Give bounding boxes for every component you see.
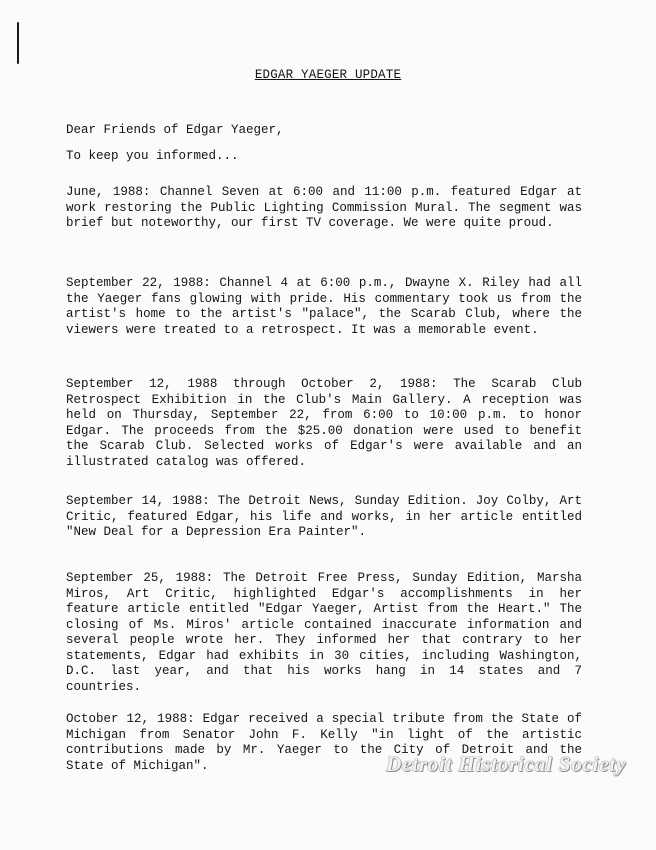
margin-mark: [17, 22, 19, 64]
watermark-logo: Detroit Historical Society: [385, 752, 626, 776]
intro-line: To keep you informed...: [66, 149, 239, 163]
entry-detroit-news: September 14, 1988: The Detroit News, Sunday Edition. Joy Colby, Art Critic, featured Edgar, his life and works, in her article entitled "New Deal for a Depression Era Painter".: [66, 494, 582, 539]
entry-free-press: September 25, 1988: The Detroit Free Press, Sunday Edition, Marsha Miros, Art Critic, highlighted Edgar's accomplishments in her feature article entitled "Edgar Yaeger, Artist from the Heart." The closing of Ms. Miros' article contained inaccurate information and several people wrote her. They informed her that contrary to her statements, Edgar had exhibits in 30 cities, including Washington, D.C. last year, and that his works hang in 14 states and 7 countries.: [66, 571, 582, 694]
document-title: EDGAR YAEGER UPDATE: [254, 68, 402, 82]
entry-scarab-exhibition: September 12, 1988 through October 2, 1988: The Scarab Club Retrospect Exhibition in the Club's Main Gallery. A reception was held on Thursday, September 22, from 6:00 to 10:00 p.m. to honor Edgar. The proceeds from the $25.00 donation were used to benefit the Scarab Club. Selected works of Edgar's were available and an illustrated catalog was offered.: [66, 377, 582, 469]
entry-sept-22-1988: September 22, 1988: Channel 4 at 6:00 p.m., Dwayne X. Riley had all the Yaeger fans glowing with pride. His commentary took us from the artist's home to the artist's "palace", the Scarab Club, where the viewers were treated to a retrospect. It was a memorable event.: [66, 276, 582, 337]
entry-june-1988: June, 1988: Channel Seven at 6:00 and 11:00 p.m. featured Edgar at work restoring the Public Lighting Commission Mural. The segment was brief but noteworthy, our first TV coverage. We were quite proud.: [66, 185, 582, 230]
entry-state-tribute: October 12, 1988: Edgar received a special tribute from the State of Michigan from Senator John F. Kelly "in light of the artistic contributions made by Mr. Yaeger to the City of Detroit and the State of Michigan".: [66, 712, 582, 773]
salutation: Dear Friends of Edgar Yaeger,: [66, 123, 284, 137]
